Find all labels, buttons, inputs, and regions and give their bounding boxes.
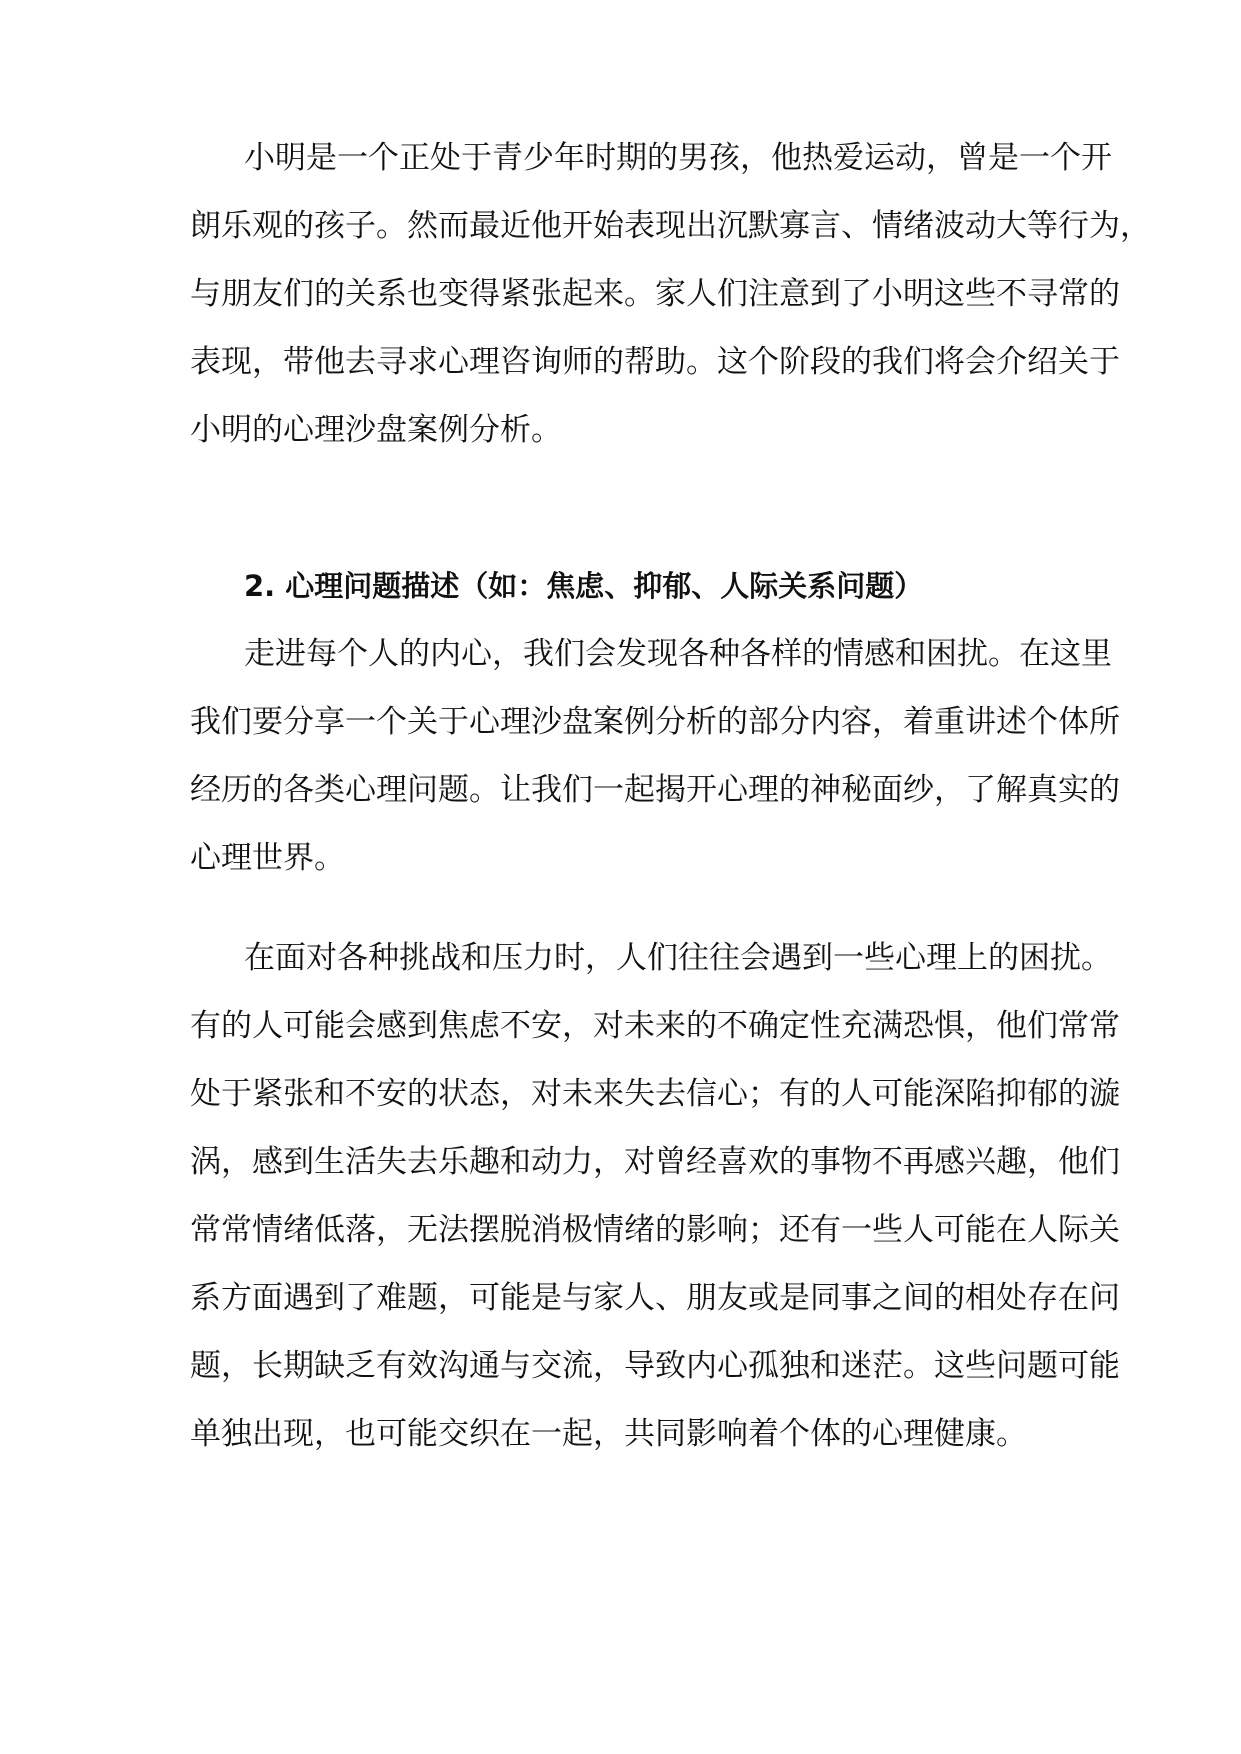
text-line: 经历的各类心理问题。让我们一起揭开心理的神秘面纱，了解真实的 xyxy=(190,772,1120,808)
text-line: 涡，感到生活失去乐趣和动力，对曾经喜欢的事物不再感兴趣，他们 xyxy=(190,1144,1120,1180)
text-line: 与朋友们的关系也变得紧张起来。家人们注意到了小明这些不寻常的 xyxy=(190,276,1120,312)
text-line: 常常情绪低落，无法摆脱消极情绪的影响；还有一些人可能在人际关 xyxy=(190,1212,1120,1248)
text-line: 心理世界。 xyxy=(190,840,345,876)
text-line: 系方面遇到了难题，可能是与家人、朋友或是同事之间的相处存在问 xyxy=(190,1280,1120,1316)
text-line: 在面对各种挑战和压力时，人们往往会遇到一些心理上的困扰。 xyxy=(244,940,1112,976)
text-line: 处于紧张和不安的状态，对未来失去信心；有的人可能深陷抑郁的漩 xyxy=(190,1076,1120,1112)
text-line: 我们要分享一个关于心理沙盘案例分析的部分内容，着重讲述个体所 xyxy=(190,704,1120,740)
text-line: 有的人可能会感到焦虑不安，对未来的不确定性充满恐惧，他们常常 xyxy=(190,1008,1120,1044)
text-line: 单独出现，也可能交织在一起，共同影响着个体的心理健康。 xyxy=(190,1416,1027,1452)
text-line: 走进每个人的内心，我们会发现各种各样的情感和困扰。在这里 xyxy=(244,636,1112,672)
text-line: 小明的心理沙盘案例分析。 xyxy=(190,412,562,448)
text-line: 题，长期缺乏有效沟通与交流，导致内心孤独和迷茫。这些问题可能 xyxy=(190,1348,1120,1384)
section-heading: 2. 心理问题描述（如：焦虑、抑郁、人际关系问题） xyxy=(244,569,924,603)
text-line: 表现，带他去寻求心理咨询师的帮助。这个阶段的我们将会介绍关于 xyxy=(190,344,1120,380)
text-line: 小明是一个正处于青少年时期的男孩，他热爱运动，曾是一个开 xyxy=(244,140,1112,176)
text-line: 朗乐观的孩子。然而最近他开始表现出沉默寡言、情绪波动大等行为， xyxy=(190,208,1151,244)
